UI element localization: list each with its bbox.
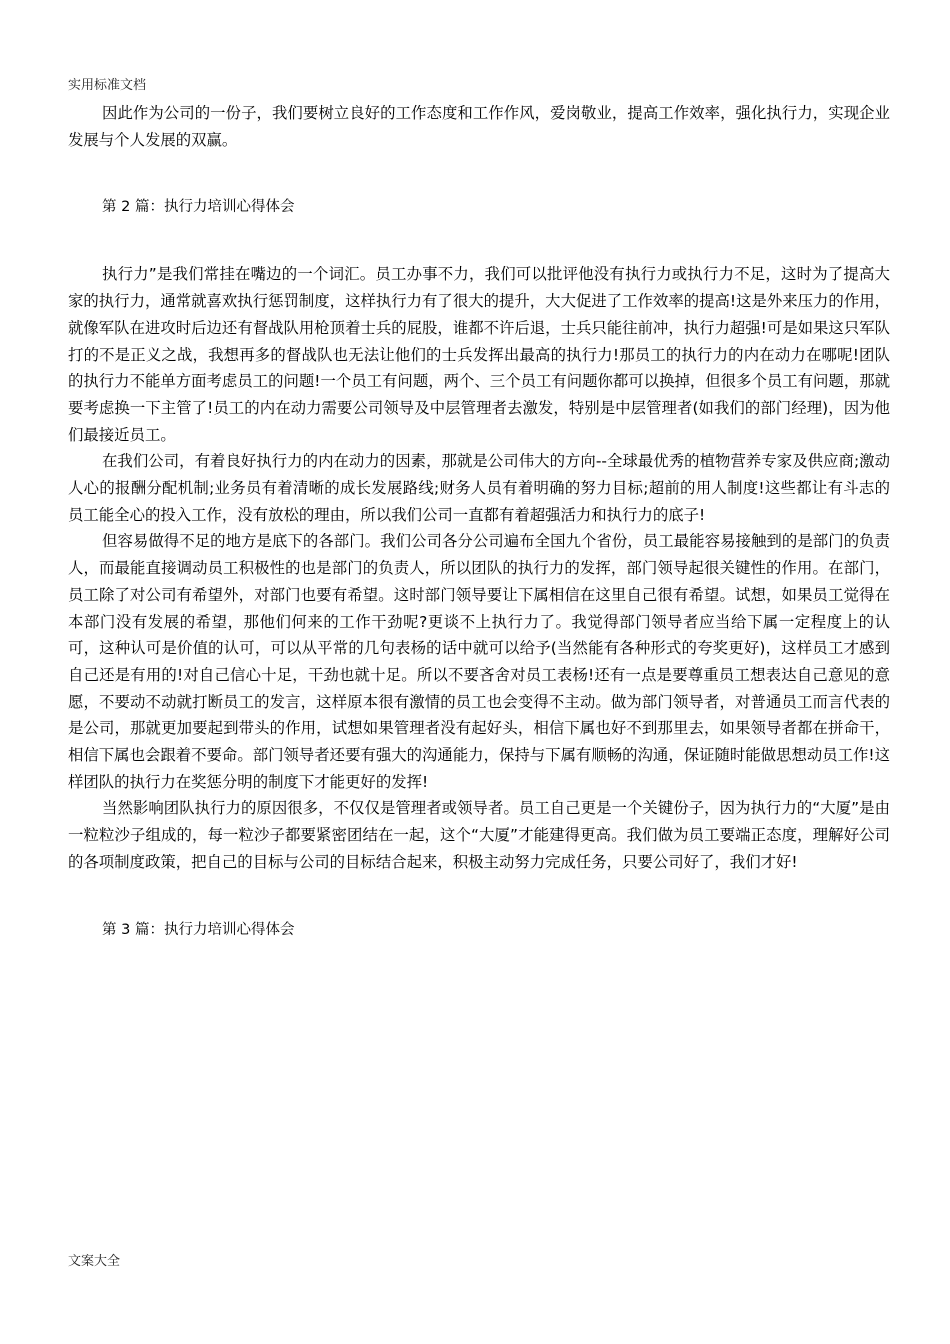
paragraph-intro: 因此作为公司的一份子，我们要树立良好的工作态度和工作作风，爱岗敬业，提高工作效率，强化执行力，实现企业发展与个人发展的双赢。	[68, 104, 890, 149]
section-heading-2: 第 2 篇：执行力培训心得体会	[102, 199, 295, 216]
document-body	[68, 100, 890, 943]
page-header-label: 实用标准文档	[68, 78, 147, 93]
paragraph-company-motivation: 在我们公司，有着良好执行力的内在动力的因素，那就是公司伟大的方向--全球最优秀的植物营养专家及供应商;激动人心的报酬分配机制;业务员有着清晰的成长发展路线;财务人员有着明确的努力目标;超前的用人制度!这些都让有斗志的员工能全心的投入工作，没有放松的理由，所以我们公司一直都有着超强活力和执行力的底子!	[68, 452, 890, 524]
section-heading-3: 第 3 篇：执行力培训心得体会	[102, 921, 295, 938]
paragraph-department-leaders: 但容易做得不足的地方是底下的各部门。我们公司各分公司遍布全国九个省份，员工最能容易接触到的是部门的负责人，而最能直接调动员工积极性的也是部门的负责人，所以团队的执行力的发挥，部门领导起很关键性的作用。在部门，员工除了对公司有希望外，对部门也要有希望。这时部门领导要让下属相信在这里自己很有希望。试想，如果员工觉得在本部门没有发展的希望，那他们何来的工作干劲呢?更谈不上执行力了。我觉得部门领导者应当给下属一定程度上的认可，这种认可是价值的认可，可以从平常的几句表杨的话中就可以给予(当然能有各种形式的夸奖更好)，这样员工才感到自己还是有用的!对自己信心十足，干劲也就十足。所以不要吝舍对员工表杨!还有一点是要尊重员工想表达自己意见的意愿，不要动不动就打断员工的发言，这样原本很有激情的员工也会变得不主动。做为部门领导者，对普通员工而言代表的是公司，那就更加要起到带头的作用，试想如果管理者没有起好头，相信下属也好不到那里去，如果领导者都在拼命干，相信下属也会跟着不要命。部门领导者还要有强大的沟通能力，保持与下属有顺畅的沟通，保证随时能做思想动员工作!这样团队的执行力在奖惩分明的制度下才能更好的发挥!	[68, 532, 890, 791]
paragraph-execution-definition: 执行力”是我们常挂在嘴边的一个词汇。员工办事不力，我们可以批评他没有执行力或执行力不足，这时为了提高大家的执行力，通常就喜欢执行惩罚制度，这样执行力有了很大的提升，大大促进了工作效率的提高!这是外来压力的作用，就像军队在进攻时后边还有督战队用枪顶着士兵的屁股，谁都不许后退，士兵只能往前冲，执行力超强!可是如果这只军队打的不是正义之战，我想再多的督战队也无法让他们的士兵发挥出最高的执行力!那员工的执行力的内在动力在哪呢!团队的执行力不能单方面考虑员工的问题!一个员工有问题，两个、三个员工有问题你都可以换掉，但很多个员工有问题，那就要考虑换一下主管了!员工的内在动力需要公司领导及中层管理者去激发，特别是中层管理者(如我们的部门经理)，因为他们最接近员工。	[68, 265, 890, 444]
page-footer-label: 文案大全	[68, 1254, 121, 1269]
paragraph-employee-role: 当然影响团队执行力的原因很多，不仅仅是管理者或领导者。员工自己更是一个关键份子，因为执行力的“大厦”是由一粒粒沙子组成的，每一粒沙子都要紧密团结在一起，这个“大厦”才能建得更高。我们做为员工要端正态度，理解好公司的各项制度政策，把自己的目标与公司的目标结合起来，积极主动努力完成任务，只要公司好了，我们才好!	[68, 799, 890, 871]
